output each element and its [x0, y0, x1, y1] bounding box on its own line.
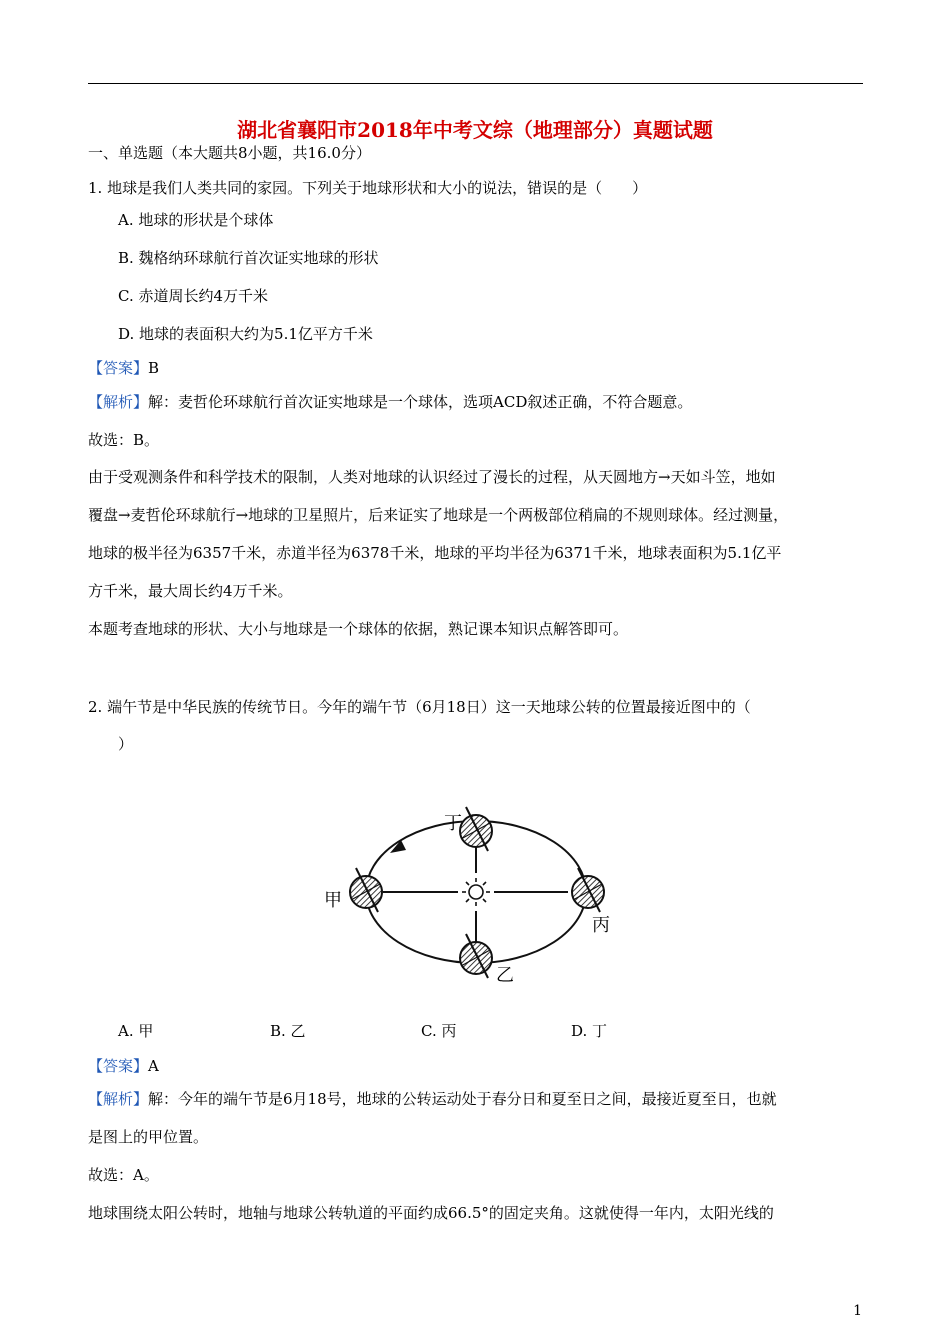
q1-answer [88, 358, 159, 378]
sun-icon [462, 878, 490, 906]
q2-answer [88, 1056, 159, 1076]
q2-analysis [88, 1089, 777, 1109]
page-number: 1 [853, 1303, 862, 1319]
q1-explain-line: 地球的极半径为6357千米，赤道半径为6378千米，地球的平均半径为6371千米，地球表面积为5.1亿平 [88, 544, 782, 562]
analysis-tag: 【解析】 [88, 393, 149, 411]
q1-explain-line: 由于受观测条件和科学技术的限制，人类对地球的认识经过了漫长的过程，从天圆地方→天如斗笠，地如 [88, 468, 776, 486]
page-title: 湖北省襄阳市2018年中考文综（地理部分）真题试题 [237, 118, 713, 142]
label-jia: 甲 [324, 890, 342, 911]
q1-explain-line: 覆盘→麦哲伦环球航行→地球的卫星照片，后来证实了地球是一个两极部位稍扁的不规则球体。经过测量， [88, 506, 789, 524]
q1-analysis [88, 392, 692, 412]
q1-explain-line: 方千米，最大周长约4万千米。 [88, 582, 293, 600]
analysis-text: 解：今年的端午节是6月18号，地球的公转运动处于春分日和夏至日之间，最接近夏至日，也就 [148, 1090, 777, 1108]
earth-globe-icon [572, 868, 604, 912]
q2-explain-line: 地球围绕太阳公转时，地轴与地球公转轨道的平面约成66.5°的固定夹角。这就使得一年内，太阳光线的 [88, 1204, 774, 1222]
q1-option-c: C. 赤道周长约4万千米 [118, 287, 269, 305]
answer-value: B [148, 359, 160, 377]
q1-option-b: B. 魏格纳环球航行首次证实地球的形状 [118, 249, 379, 267]
q2-option-c: C. 丙 [421, 1022, 457, 1040]
earth-globe-icon [460, 807, 492, 851]
section-header: 一、单选题（本大题共8小题，共16.0分） [88, 144, 371, 162]
label-ding: 丁 [444, 813, 462, 834]
analysis-text: 解：麦哲伦环球航行首次证实地球是一个球体，选项ACD叙述正确，不符合题意。 [148, 393, 693, 411]
q2-stem-cont: ） [118, 735, 134, 753]
answer-value: A [148, 1057, 159, 1075]
answer-tag: 【答案】 [88, 1057, 149, 1075]
q1-option-d: D. 地球的表面积大约为5.1亿平方千米 [118, 325, 373, 343]
header-rule [88, 83, 863, 84]
q1-choose: 故选：B。 [88, 431, 160, 449]
orbit-diagram [318, 795, 638, 995]
label-yi: 乙 [496, 965, 514, 986]
q2-choose: 故选：A。 [88, 1166, 159, 1184]
q1-note: 本题考查地球的形状、大小与地球是一个球体的依据，熟记课本知识点解答即可。 [88, 620, 629, 638]
q2-option-b: B. 乙 [270, 1022, 306, 1040]
label-bing: 丙 [592, 915, 610, 936]
q2-option-a: A. 甲 [118, 1022, 154, 1040]
q1-option-a: A. 地球的形状是个球体 [118, 211, 274, 229]
q1-stem: 1. 地球是我们人类共同的家园。下列关于地球形状和大小的说法，错误的是（ ） [88, 179, 648, 197]
q2-option-d: D. 丁 [571, 1022, 608, 1040]
earth-globe-icon [350, 868, 382, 912]
q2-stem: 2. 端午节是中华民族的传统节日。今年的端午节（6月18日）这一天地球公转的位置最接近图中的（ [88, 698, 751, 716]
analysis-tag: 【解析】 [88, 1090, 149, 1108]
answer-tag: 【答案】 [88, 359, 149, 377]
q2-analysis-cont: 是图上的甲位置。 [88, 1128, 209, 1146]
